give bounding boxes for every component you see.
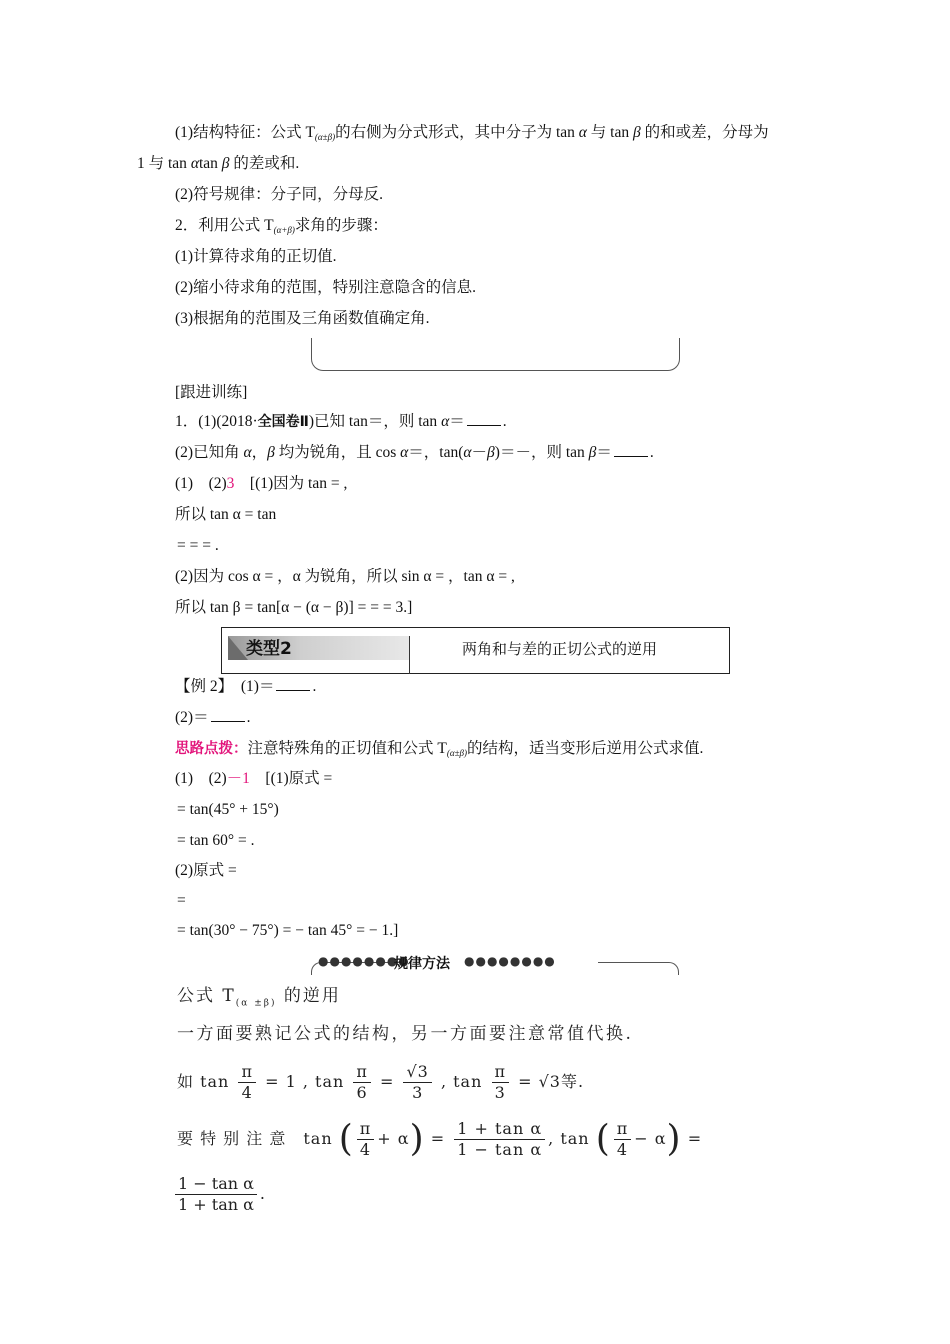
step-1: (1)计算待求角的正切值. <box>175 248 337 265</box>
practice-solution-2: = = = . <box>177 537 219 554</box>
example-2-part-2: (2)＝ . <box>175 709 251 726</box>
answer-blank <box>211 707 245 722</box>
example-step-4: = <box>177 892 186 909</box>
answer-blank <box>614 442 648 457</box>
fraction-pi-over-3: $\frac{\pi}{3}$ <box>492 1062 510 1103</box>
rule-banner-right-line <box>598 962 679 975</box>
fraction-pi-over-4: $\frac{\pi}{4}$ <box>357 1119 375 1160</box>
rule-line-4: 要 特 别 注 意 tan ( $\frac{\pi}{4}$ + α) = $\frac{\text{1 + tan α}}{\text{1 − tan α}}$ , tan ( $\frac{\pi}{4}$ − α) = <box>177 1118 703 1160</box>
answer-blank <box>467 411 501 426</box>
example-step-5: = tan(30° − 75°) = − tan 45° = − 1.] <box>177 922 399 939</box>
example-step-1: = tan(45° + 15°) <box>177 801 279 818</box>
step-3: (3)根据角的范围及三角函数值确定角. <box>175 310 430 327</box>
rule-heading: 公式 $T_{(\alpha \pm\beta)}$ 的逆用 <box>177 986 341 1009</box>
example-hint: 思路点拨：注意特殊角的正切值和公式 $T_{(\alpha\pm\beta)}$的结构，适当变形后逆用公式求值. <box>175 740 704 758</box>
fraction-pi-over-6: $\frac{\pi}{6}$ <box>353 1062 371 1103</box>
fraction-tan-difference: $\frac{\text{1 − tan α}}{\text{1 + tan α}}$ <box>175 1174 257 1215</box>
practice-question-2: (2)已知角 α，β 均为锐角，且 cos α＝，tan(α－β)＝－，则 tan β＝ . <box>175 444 654 461</box>
fraction-pi-over-4: $\frac{\pi}{4}$ <box>238 1062 256 1103</box>
answer-blank <box>276 676 310 691</box>
practice-solution-4: 所以 tan β = tan[α − (α − β)] = = = 3.] <box>175 599 413 616</box>
practice-solution-3: (2)因为 cos α = ，α 为锐角，所以 sin α = ，tan α = , <box>175 568 515 585</box>
example-step-2: = tan 60° = . <box>177 832 255 849</box>
type-tab-corner <box>228 636 248 660</box>
example-2-part-1: 【例 2】 (1)＝ . <box>175 678 317 695</box>
fraction-pi-over-4: $\frac{\pi}{4}$ <box>614 1119 632 1160</box>
section-box-bottom <box>311 338 680 371</box>
type-label: 类型2 <box>246 639 292 659</box>
rule-banner-dots-left: ●●●●●●●● <box>318 954 410 968</box>
rule-line-5: $\frac{\text{1 − tan α}}{\text{1 + tan α}}$ . <box>175 1172 265 1216</box>
practice-answer: (1) (2)3 [(1)因为 tan = , <box>175 475 348 492</box>
fraction-tan-sum: $\frac{\text{1 + tan α}}{\text{1 − tan α}}$ <box>454 1119 545 1160</box>
practice-heading: [跟进训练] <box>175 384 248 401</box>
type-2-header-box <box>221 627 730 674</box>
example-answer: (1) (2)－1 [(1)原式 = <box>175 770 333 787</box>
fraction-sqrt3-over-3: $\frac{√3}{3}$ <box>403 1062 431 1103</box>
practice-solution-1: 所以 tan α = tan <box>175 506 277 523</box>
type-title: 两角和与差的正切公式的逆用 <box>462 640 658 658</box>
type-divider <box>409 636 410 674</box>
steps-heading: 2．利用公式 $T_{(\alpha+\beta)}$求角的步骤： <box>175 217 388 235</box>
sign-rule-line: (2)符号规律：分子同，分母反. <box>175 186 383 203</box>
structure-feature-line-2: 1 与 tan αtan β 的差或和. <box>137 155 300 172</box>
rule-banner-title: 规律方法 <box>394 956 450 972</box>
rule-line-2: 一方面要熟记公式的结构，另一方面要注意常值代换. <box>177 1024 634 1044</box>
example-step-3: (2)原式 = <box>175 862 237 879</box>
rule-banner-dots-right: ●●●●●●●● <box>464 954 556 968</box>
step-2: (2)缩小待求角的范围，特别注意隐含的信息. <box>175 279 476 296</box>
practice-question-1: 1．(1)(2018·全国卷Ⅱ)已知 tan＝，则 tan α＝ . <box>175 413 507 430</box>
rule-line-3: 如 tan $\frac{\pi}{4}$ = 1 , tan $\frac{\pi}{6}$ = $\frac{√3}{3}$ , tan $\frac{\pi}{3}$ = √3等. <box>177 1062 585 1102</box>
structure-feature-line: (1)结构特征：公式 $T_{(\alpha\pm\beta)}$的右侧为分式形式，其中分子为 tan α 与 tan β 的和或差，分母为 <box>175 124 769 142</box>
